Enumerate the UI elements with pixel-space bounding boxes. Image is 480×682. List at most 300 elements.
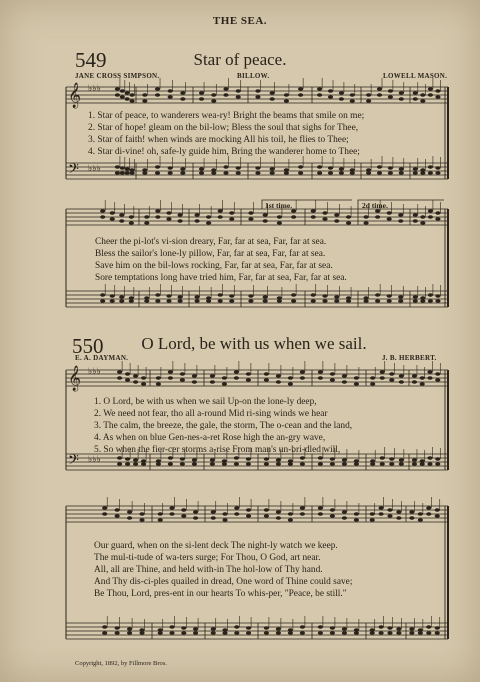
notehead <box>328 95 333 99</box>
lyric-line: All, all are Thine, and held with-in The hol-low of Thy hand. <box>94 565 323 575</box>
running-head: THE SEA. <box>212 15 268 27</box>
notehead <box>119 299 124 303</box>
notehead <box>194 213 199 217</box>
notehead <box>330 508 335 512</box>
hymn-550-words-by: E. A. DAYMAN. <box>75 354 129 362</box>
notehead <box>142 171 147 175</box>
notehead <box>342 516 347 520</box>
notehead <box>428 87 433 91</box>
notehead <box>142 99 147 103</box>
notehead <box>399 462 404 466</box>
notehead <box>255 89 260 93</box>
notehead <box>129 221 134 225</box>
notehead <box>120 166 125 170</box>
notehead <box>435 462 440 466</box>
notehead <box>317 165 322 169</box>
notehead <box>276 458 281 462</box>
notehead <box>166 299 171 303</box>
notehead <box>223 165 228 169</box>
lyric-line: Bless the sailor's lone-ly pillow, Far, far at sea, Far, far at sea. <box>95 249 326 259</box>
notehead <box>387 299 392 303</box>
notehead <box>346 299 351 303</box>
notehead <box>426 625 431 629</box>
notehead <box>370 462 375 466</box>
notehead <box>366 93 371 97</box>
notehead <box>389 462 394 466</box>
notehead <box>133 462 138 466</box>
notehead <box>388 95 393 99</box>
notehead <box>317 93 322 97</box>
notehead <box>178 299 183 303</box>
notehead <box>435 372 440 376</box>
notehead <box>155 87 160 91</box>
notehead <box>363 221 368 225</box>
notehead <box>298 165 303 169</box>
notehead <box>158 631 163 635</box>
notehead <box>180 97 185 101</box>
notehead <box>115 626 120 630</box>
lyric-line: Sore temptations long have tried him, Far, far at sea, Far, far at sea. <box>95 273 347 283</box>
notehead <box>354 512 359 516</box>
notehead <box>169 625 174 629</box>
notehead <box>377 171 382 175</box>
notehead <box>379 512 384 516</box>
notehead <box>370 376 375 380</box>
notehead <box>366 99 371 103</box>
notehead <box>288 631 293 635</box>
notehead <box>428 171 433 175</box>
notehead <box>311 299 316 303</box>
lyric-line: 2. Star of hope! gleam on the bil-low; Bless the soul that sighs for Thee, <box>88 123 359 133</box>
lyric-line: 4. As when on blue Gen-nes-a-ret Rose high the an-gry wave, <box>94 433 326 443</box>
hymn-550-music-by: J. B. HERBERT. <box>382 354 437 362</box>
notehead <box>141 382 146 386</box>
notehead <box>339 171 344 175</box>
notehead <box>370 518 375 522</box>
notehead <box>387 211 392 215</box>
notehead <box>412 458 417 462</box>
notehead <box>222 376 227 380</box>
lyric-line: 3. Star of faith! when winds are mocking All his toil, he flies to Thee; <box>88 135 349 145</box>
notehead <box>318 370 323 374</box>
notehead <box>342 462 347 466</box>
notehead <box>125 378 130 382</box>
notehead <box>311 293 316 297</box>
notehead <box>277 299 282 303</box>
notehead <box>413 213 418 217</box>
notehead <box>246 626 251 630</box>
notehead <box>210 380 215 384</box>
notehead <box>375 299 380 303</box>
notehead <box>144 215 149 219</box>
notehead <box>318 506 323 510</box>
notehead <box>144 299 149 303</box>
notehead <box>255 95 260 99</box>
notehead <box>298 171 303 175</box>
notehead <box>328 166 333 170</box>
notehead <box>264 631 269 635</box>
notehead <box>127 627 132 631</box>
key-signature-flats: ♭♭♭ <box>88 164 101 174</box>
notehead <box>300 631 305 635</box>
notehead <box>206 221 211 225</box>
lyric-line: Cheer the pi-lot's vi-sion dreary, Far, far at sea, Far, far at sea. <box>95 237 327 247</box>
notehead <box>409 516 414 520</box>
notehead <box>210 462 215 466</box>
notehead <box>234 370 239 374</box>
notehead <box>409 627 414 631</box>
key-signature-flats: ♭♭♭ <box>88 367 101 377</box>
notehead <box>396 627 401 631</box>
notehead <box>168 462 173 466</box>
notehead <box>156 382 161 386</box>
notehead <box>155 171 160 175</box>
notehead <box>139 518 144 522</box>
notehead <box>125 167 130 171</box>
notehead <box>427 376 432 380</box>
notehead <box>110 294 115 298</box>
hymn-549-verses-part1 <box>88 110 364 158</box>
notehead <box>377 87 382 91</box>
notehead <box>264 514 269 518</box>
bass-clef: 𝄢 <box>68 452 79 472</box>
notehead <box>276 374 281 378</box>
notehead <box>133 458 138 462</box>
notehead <box>248 217 253 221</box>
notehead <box>100 299 105 303</box>
notehead <box>311 215 316 219</box>
notehead <box>396 510 401 514</box>
notehead <box>115 165 120 169</box>
notehead <box>142 93 147 97</box>
notehead <box>380 462 385 466</box>
notehead <box>229 299 234 303</box>
notehead <box>264 626 269 630</box>
notehead <box>398 299 403 303</box>
bass-clef: 𝄢 <box>68 161 79 181</box>
notehead <box>210 458 215 462</box>
notehead <box>435 217 440 221</box>
notehead <box>318 512 323 516</box>
notehead <box>127 631 132 635</box>
notehead <box>435 631 440 635</box>
notehead <box>354 376 359 380</box>
notehead <box>246 514 251 518</box>
notehead <box>178 219 183 223</box>
hymn-550-verses-part1 <box>94 396 352 456</box>
notehead <box>125 462 130 466</box>
notehead <box>428 165 433 169</box>
notehead <box>168 456 173 460</box>
notehead <box>223 87 228 91</box>
notehead <box>330 378 335 382</box>
notehead <box>420 93 425 97</box>
notehead <box>276 631 281 635</box>
notehead <box>276 462 281 466</box>
notehead <box>387 294 392 298</box>
notehead <box>317 87 322 91</box>
notehead <box>158 518 163 522</box>
notehead <box>388 166 393 170</box>
notehead <box>366 171 371 175</box>
notehead <box>288 462 293 466</box>
notehead <box>342 510 347 514</box>
notehead <box>100 209 105 213</box>
notehead <box>115 508 120 512</box>
notehead <box>129 93 134 97</box>
notehead <box>318 376 323 380</box>
notehead <box>246 457 251 461</box>
notehead <box>155 215 160 219</box>
notehead <box>322 299 327 303</box>
notehead <box>211 99 216 103</box>
notehead <box>168 376 173 380</box>
hymn-549-music-by: LOWELL MASON. <box>383 72 448 80</box>
notehead <box>420 462 425 466</box>
notehead <box>387 514 392 518</box>
notehead <box>192 458 197 462</box>
notehead <box>277 221 282 225</box>
notehead <box>206 299 211 303</box>
lyric-line: Save him on the bil-lows rocking, Far, far at sea, Far, far at sea. <box>95 261 333 271</box>
notehead <box>435 294 440 298</box>
notehead <box>115 514 120 518</box>
notehead <box>169 512 174 516</box>
notehead <box>288 376 293 380</box>
notehead <box>127 510 132 514</box>
notehead <box>156 376 161 380</box>
treble-clef: 𝄞 <box>68 83 82 108</box>
notehead <box>300 370 305 374</box>
notehead <box>234 512 239 516</box>
notehead <box>193 510 198 514</box>
notehead <box>291 299 296 303</box>
notehead <box>277 215 282 219</box>
notehead <box>398 219 403 223</box>
notehead <box>426 506 431 510</box>
notehead <box>413 91 418 95</box>
notehead <box>127 516 132 520</box>
notehead <box>330 457 335 461</box>
notehead <box>428 299 433 303</box>
notehead <box>246 508 251 512</box>
notehead <box>399 374 404 378</box>
notehead <box>342 374 347 378</box>
notehead <box>363 299 368 303</box>
notehead <box>389 457 394 461</box>
notehead <box>263 295 268 299</box>
notehead <box>168 171 173 175</box>
notehead <box>234 456 239 460</box>
notehead <box>399 380 404 384</box>
notehead <box>158 512 163 516</box>
notehead <box>388 89 393 93</box>
notehead <box>418 631 423 635</box>
notehead <box>379 625 384 629</box>
notehead <box>420 382 425 386</box>
notehead <box>412 380 417 384</box>
notehead <box>435 211 440 215</box>
notehead <box>168 166 173 170</box>
notehead <box>418 512 423 516</box>
notehead <box>426 512 431 516</box>
notehead <box>418 518 423 522</box>
notehead <box>223 93 228 97</box>
notehead <box>180 91 185 95</box>
notehead <box>181 514 186 518</box>
notehead <box>389 378 394 382</box>
notehead <box>409 631 414 635</box>
notehead <box>298 87 303 91</box>
lyric-line: 5. So when the fier-cer storms a-rise From man's un-bri-dled will, <box>94 445 341 455</box>
notehead <box>354 631 359 635</box>
notehead <box>218 293 223 297</box>
notehead <box>370 512 375 516</box>
notehead <box>115 631 120 635</box>
notehead <box>377 165 382 169</box>
notehead <box>322 217 327 221</box>
notehead <box>276 380 281 384</box>
notehead <box>255 171 260 175</box>
notehead <box>270 97 275 101</box>
notehead <box>413 171 418 175</box>
key-signature-flats: ♭♭♭ <box>88 455 101 465</box>
notehead <box>399 97 404 101</box>
notehead <box>350 93 355 97</box>
notehead <box>180 167 185 171</box>
notehead <box>166 211 171 215</box>
notehead <box>387 631 392 635</box>
notehead <box>342 627 347 631</box>
notehead <box>276 510 281 514</box>
notehead <box>318 462 323 466</box>
notehead <box>168 370 173 374</box>
notehead <box>300 506 305 510</box>
notehead <box>311 209 316 213</box>
notehead <box>129 215 134 219</box>
notehead <box>125 97 130 101</box>
notehead <box>119 295 124 299</box>
notehead <box>427 370 432 374</box>
notehead <box>129 299 134 303</box>
notehead <box>300 462 305 466</box>
notehead <box>298 93 303 97</box>
notehead <box>330 631 335 635</box>
notehead <box>246 378 251 382</box>
notehead <box>155 93 160 97</box>
notehead <box>211 516 216 520</box>
notehead <box>428 209 433 213</box>
notehead <box>210 374 215 378</box>
notehead <box>318 631 323 635</box>
notehead <box>342 458 347 462</box>
notehead <box>420 376 425 380</box>
notehead <box>246 372 251 376</box>
notehead <box>155 299 160 303</box>
notehead <box>398 295 403 299</box>
volta-second-time: 2d time. <box>362 201 388 210</box>
notehead <box>141 462 146 466</box>
notehead <box>141 376 146 380</box>
hymn-549-title: Star of peace. <box>193 50 287 69</box>
notehead <box>288 512 293 516</box>
notehead <box>291 293 296 297</box>
notehead <box>180 378 185 382</box>
notehead <box>110 299 115 303</box>
notehead <box>102 506 107 510</box>
notehead <box>248 299 253 303</box>
notehead <box>117 370 122 374</box>
notehead <box>435 89 440 93</box>
notehead <box>234 506 239 510</box>
notehead <box>284 99 289 103</box>
notehead <box>339 97 344 101</box>
notehead <box>155 165 160 169</box>
notehead <box>102 631 107 635</box>
notehead <box>318 625 323 629</box>
notehead <box>120 95 125 99</box>
notehead <box>370 631 375 635</box>
notehead <box>276 627 281 631</box>
notehead <box>399 171 404 175</box>
notehead <box>246 462 251 466</box>
notehead <box>248 294 253 298</box>
notehead <box>180 462 185 466</box>
notehead <box>234 376 239 380</box>
notehead <box>218 299 223 303</box>
notehead <box>181 631 186 635</box>
notehead <box>375 215 380 219</box>
notehead <box>129 171 134 175</box>
notehead <box>322 294 327 298</box>
notehead <box>300 456 305 460</box>
hymn-549-number: 549 <box>75 48 107 72</box>
hymn-549-verses-part2 <box>95 236 347 284</box>
lyric-line: Be Thou, Lord, pres-ent in our hearts To whis-per, "Peace, be still." <box>94 589 347 599</box>
treble-clef: 𝄞 <box>68 366 82 391</box>
notehead <box>435 95 440 99</box>
notehead <box>222 382 227 386</box>
lyric-line: 3. The calm, the breeze, the gale, the storm, The o-cean and the land, <box>94 421 353 431</box>
notehead <box>222 512 227 516</box>
notehead <box>377 93 382 97</box>
notehead <box>236 171 241 175</box>
notehead <box>180 372 185 376</box>
notehead <box>339 167 344 171</box>
notehead <box>264 508 269 512</box>
notehead <box>199 97 204 101</box>
notehead <box>288 382 293 386</box>
notehead <box>229 294 234 298</box>
notehead <box>435 299 440 303</box>
notehead <box>181 508 186 512</box>
notehead <box>211 510 216 514</box>
notehead <box>330 626 335 630</box>
notehead <box>334 295 339 299</box>
notehead <box>120 171 125 175</box>
notehead <box>330 372 335 376</box>
notehead <box>426 631 431 635</box>
notehead <box>156 462 161 466</box>
notehead <box>427 456 432 460</box>
notehead <box>342 631 347 635</box>
notehead <box>263 219 268 223</box>
lyric-line: 2. We need not fear, tho all a-round Mid ri-sing winds we hear <box>94 409 328 419</box>
notehead <box>270 171 275 175</box>
notehead <box>222 631 227 635</box>
notehead <box>139 631 144 635</box>
notehead <box>398 213 403 217</box>
